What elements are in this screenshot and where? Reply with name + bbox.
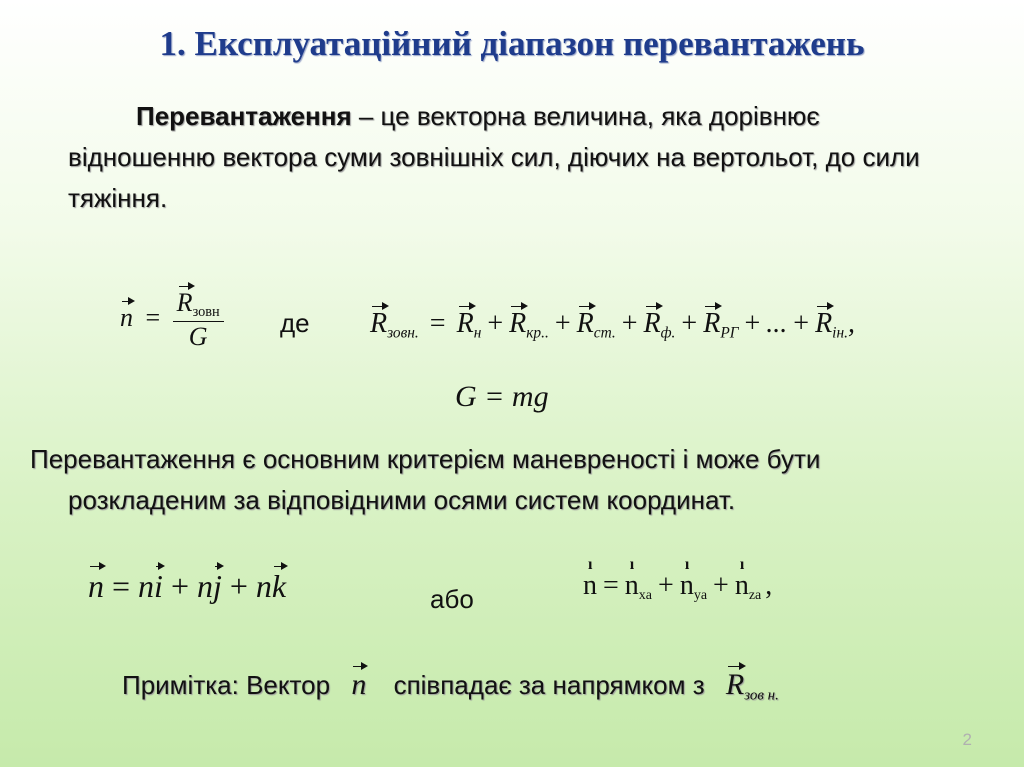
sum-term: R	[643, 308, 661, 339]
note-vector-r-sub: зов н.	[744, 687, 779, 704]
maneuverability-paragraph	[30, 439, 990, 521]
sum-term-sub: ін.	[832, 324, 848, 342]
fraction	[173, 288, 224, 352]
trailing-comma: ,	[765, 570, 773, 601]
plus-sign: +	[621, 308, 638, 339]
plus-sign: +	[793, 308, 810, 339]
plus-sign: +	[658, 570, 674, 601]
paragraph2-line2: розкладеним за відповідними осями систем координат.	[68, 485, 736, 515]
plus-sign: +	[554, 308, 571, 339]
component-sub: za	[748, 587, 762, 603]
paragraph2-line1: Перевантаження є основним критерієм маневреності і може бути	[30, 444, 821, 474]
sum-lhs-sub: зовн.	[387, 324, 419, 342]
overload-formula	[120, 288, 224, 352]
vector-component: ı $n_{za}$	[734, 556, 762, 603]
plus-sign: +	[713, 570, 729, 601]
numerator-sub: зовн	[192, 304, 220, 320]
sum-lhs-vector: R	[370, 308, 388, 339]
vector-component: ı $n_{ya}$	[679, 556, 708, 603]
sum-term-sub: РГ	[720, 324, 739, 342]
unit-vector: j	[212, 568, 222, 604]
page-number: 2	[962, 730, 972, 749]
unit-vector: i	[154, 568, 163, 604]
plus-sign: +	[681, 308, 698, 339]
plus-sign: +	[170, 568, 189, 604]
vector-mark: ı	[629, 556, 635, 573]
sum-terms	[456, 308, 848, 342]
vector-mark: ı	[588, 556, 593, 573]
sum-term-sub: ст.	[593, 324, 616, 342]
or-word: або	[430, 584, 474, 614]
sum-term-sub: кр..	[526, 324, 549, 342]
numerator-vector: R	[176, 288, 193, 317]
sum-term: R	[509, 308, 527, 339]
vector-term: ni	[138, 568, 163, 604]
definition-paragraph	[68, 96, 968, 219]
gravity-formula: G = mg	[455, 380, 549, 413]
vector-term: n	[88, 568, 104, 604]
plus-sign: +	[487, 308, 504, 339]
component-sub: ya	[693, 587, 708, 603]
equals-sign: =	[112, 568, 131, 604]
definition-text: – це векторна величина, яка дорівнює відношенню вектора суми зовнішніх сил, діючих на вертольот, до сили тяжіння.	[68, 101, 920, 213]
where-word: де	[280, 308, 310, 338]
vector-term: nj	[196, 568, 222, 604]
note-middle: співпадає за напрямком з	[393, 670, 705, 700]
sum-term: R	[815, 308, 833, 339]
sum-term: ...	[766, 308, 788, 339]
note-vector-r: R	[725, 668, 745, 701]
equals-sign: =	[145, 302, 161, 332]
note-prefix: Примітка: Вектор	[122, 670, 331, 700]
sum-trailing: ,	[847, 308, 855, 339]
vector-term: nk	[255, 568, 287, 604]
axis-component-formula	[583, 556, 773, 604]
vector-mark: ı	[739, 556, 745, 573]
vector-component: ı $n_{xa}$	[624, 556, 653, 603]
vector-mark: ı	[684, 556, 690, 573]
component-formula	[88, 568, 286, 605]
sum-formula: $R_{зовн.} = R_н + R_{кр..} + R_{ст.} + R_{ф.} + R_{РГ}$ + ... + $R_{ін.}$,	[370, 308, 855, 342]
sum-term: R	[456, 308, 474, 339]
sum-term: R	[576, 308, 594, 339]
sum-term-sub: н	[473, 324, 482, 342]
sum-term-sub: ф.	[660, 324, 676, 342]
plus-sign: +	[229, 568, 248, 604]
unit-vector: k	[271, 568, 287, 604]
component-sub: xa	[638, 587, 653, 603]
vector-n: n	[120, 302, 133, 332]
slide-title: 1. Експлуатаційний діапазон перевантажень	[159, 24, 865, 63]
equals-sign: =	[603, 570, 619, 601]
denominator: G	[173, 321, 224, 352]
note-line	[122, 668, 779, 704]
note-vector-n: n	[351, 668, 367, 701]
definition-term: Перевантаження	[136, 101, 352, 131]
sum-term: R	[703, 308, 721, 339]
vector-component: ı n	[583, 556, 597, 601]
plus-sign: +	[744, 308, 761, 339]
